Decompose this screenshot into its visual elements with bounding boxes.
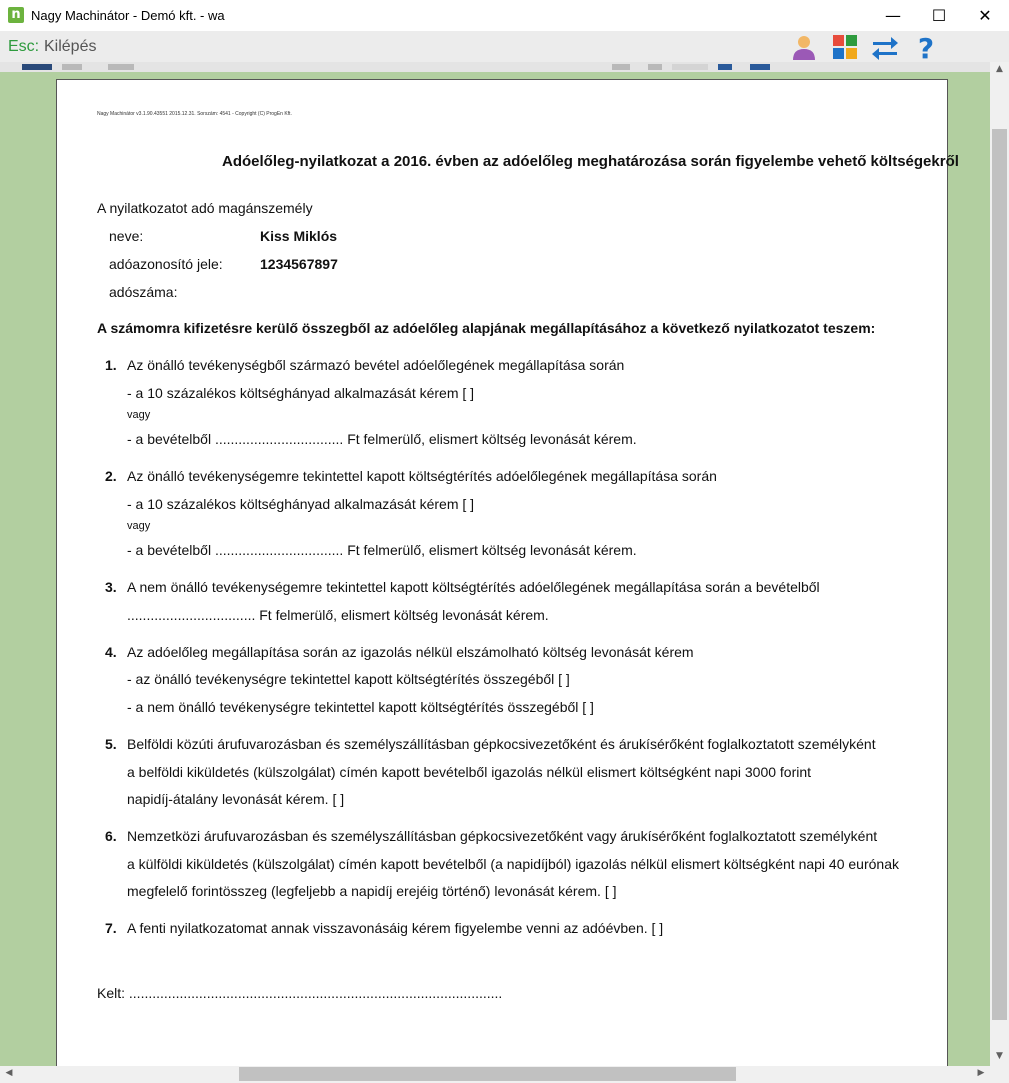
item-text: - a bevételből ................................. Ft felmerülő, elismert költség levonását kérem. (127, 431, 637, 447)
toolbar-print-icon[interactable] (62, 64, 82, 70)
document-title: Adóelőleg-nyilatkozat a 2016. évben az adóelőleg meghatározása során figyelembe vehető költségekről (222, 153, 959, 170)
item-or: vagy (127, 520, 151, 532)
horizontal-scroll-thumb[interactable] (239, 1067, 736, 1081)
scroll-up-icon[interactable]: ▲ (996, 64, 1003, 74)
item-number: 2. (105, 468, 117, 484)
prev-page-icon[interactable] (648, 64, 662, 70)
item-number: 5. (105, 736, 117, 752)
item-text: Az önálló tevékenységből származó bevétel adóelőlegének megállapítása során (127, 357, 625, 373)
item-text: - a 10 százalékos költséghányad alkalmazását kérem [ ] (127, 496, 475, 512)
item-number: 3. (105, 579, 117, 595)
scroll-left-icon[interactable]: ◀ (5, 1068, 13, 1078)
item-number: 6. (105, 828, 117, 844)
date-line: Kelt: ................................................................................................ (97, 985, 503, 1001)
item-number: 7. (105, 920, 117, 936)
item-text: A nem önálló tevékenységemre tekintettel kapott költségtérítés adóelőlegének megállapítása során a bevételből (127, 579, 820, 595)
item-text: napidíj-átalány levonását kérem. [ ] (127, 791, 345, 807)
statement-text: A számomra kifizetésre kerülő összegből az adóelőleg alapjának megállapításához a következő nyilatkozatot teszem: (97, 320, 876, 336)
maximize-button[interactable]: ☐ (931, 6, 947, 25)
name-label: neve: (109, 228, 144, 244)
app-logo-icon: n (8, 7, 24, 23)
page-number-field[interactable] (672, 64, 708, 70)
item-or: vagy (127, 409, 151, 421)
item-text: - a 10 százalékos költséghányad alkalmazását kérem [ ] (127, 385, 475, 401)
item-text: - a bevételből ................................. Ft felmerülő, elismert költség levonását kérem. (127, 542, 637, 558)
scroll-right-icon[interactable]: ▶ (977, 1068, 985, 1078)
taxnumber-label: adószáma: (109, 284, 178, 300)
minimize-button[interactable]: — (885, 6, 901, 25)
vertical-scroll-thumb[interactable] (992, 129, 1007, 1020)
declarant-heading: A nyilatkozatot adó magánszemély (97, 200, 313, 216)
item-text: Nemzetközi árufuvarozásban és személyszállításban gépkocsivezetőként vagy árukísérőként foglalkoztatott személyként (127, 828, 878, 844)
next-page-icon[interactable] (718, 64, 732, 70)
window-title: Nagy Machinátor - Demó kft. - wa (31, 8, 225, 23)
item-text: - az önálló tevékenységre tekintettel kapott költségtérítés összegéből [ ] (127, 671, 570, 687)
item-text: Belföldi közúti árufuvarozásban és személyszállításban gépkocsivezetőként és árukísérőként foglalkoztatott személyként (127, 736, 876, 752)
exit-button[interactable]: Kilépés (44, 38, 97, 55)
toolbar-nav-icon[interactable] (22, 64, 52, 70)
header-note: Nagy Machinátor v3.1.90.43551 2015.12.31. Sorszám: 4541 - Copyright (C) ProgEn Kft. (97, 111, 292, 117)
esc-shortcut-key[interactable]: Esc: (8, 38, 40, 55)
item-text: a külföldi kiküldetés (külszolgálat) címén kapott bevételből (a napidíjból) igazolás nélkül elismert költségként napi 40 eurónak (127, 856, 899, 872)
last-page-icon[interactable] (750, 64, 770, 70)
scrollbar-corner (990, 1066, 1009, 1083)
user-icon[interactable] (790, 33, 818, 61)
item-text: a belföldi kiküldetés (külszolgálat) címén kapott bevételből igazolás nélkül elismert költségként napi 3000 forint (127, 764, 812, 780)
document-page (56, 79, 948, 1066)
swap-arrows-icon[interactable] (871, 33, 899, 61)
item-text: ................................. Ft felmerülő, elismert költség levonását kérem. (127, 607, 549, 623)
scroll-down-icon[interactable]: ▼ (996, 1051, 1003, 1061)
svg-text:?: ? (917, 33, 935, 61)
item-text: A fenti nyilatkozatomat annak visszavonásáig kérem figyelembe venni az adóévben. [ ] (127, 920, 664, 936)
close-button[interactable]: ✕ (978, 6, 992, 25)
apps-grid-icon[interactable] (831, 33, 859, 61)
name-value: Kiss Miklós (260, 228, 338, 244)
item-text: - a nem önálló tevékenységre tekintettel kapott költségtérítés összegéből [ ] (127, 699, 594, 715)
taxid-label: adóazonosító jele: (109, 256, 223, 272)
first-page-icon[interactable] (612, 64, 630, 70)
item-number: 4. (105, 644, 117, 660)
item-number: 1. (105, 357, 117, 373)
toolbar-tools-icon[interactable] (108, 64, 134, 70)
item-text: Az önálló tevékenységemre tekintettel kapott költségtérítés adóelőlegének megállapítása során (127, 468, 717, 484)
help-icon[interactable] (912, 33, 940, 61)
taxid-value: 1234567897 (260, 256, 338, 272)
item-text: Az adóelőleg megállapítása során az igazolás nélkül elszámolható költség levonását kérem (127, 644, 694, 660)
item-text: megfelelő forintösszeg (legfeljebb a napidíj erejéig történő) levonását kérem. [ ] (127, 883, 617, 899)
